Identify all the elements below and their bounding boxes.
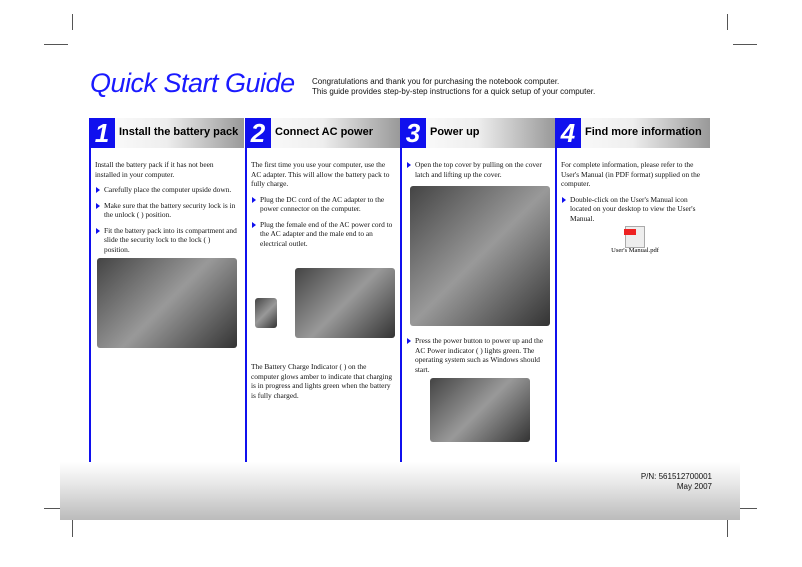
bullet: Plug the DC cord of the AC adapter to the power connector on the computer. (251, 195, 393, 214)
bullet: Plug the female end of the AC power cord to the AC adapter and the male end to an electrical outlet. (251, 220, 393, 249)
step-title: Install the battery pack (119, 126, 239, 138)
part-number (641, 472, 712, 492)
date-text: May 2007 (676, 482, 712, 491)
power-button-photo (430, 378, 530, 442)
step-number: 2 (245, 118, 271, 148)
charge-note: The Battery Charge Indicator ( ) on the computer glows amber to indicate that charging is in progress and lights green when the battery is fully charged. (251, 362, 393, 400)
step-4 (555, 118, 710, 462)
pdf-file-icon[interactable] (625, 226, 645, 248)
bullet: Press the power button to power up and the AC Power indicator ( ) lights green. The operating system such as Windows should start. (406, 336, 548, 374)
step-number: 3 (400, 118, 426, 148)
step-2 (245, 118, 400, 462)
bullet: Double-click on the User's Manual icon located on your desktop to view the User's Manual. (561, 195, 703, 224)
step-3 (400, 118, 555, 462)
pdf-icon-label[interactable]: User's Manual.pdf (611, 247, 659, 254)
step-number: 4 (555, 118, 581, 148)
bullet: Fit the battery pack into its compartment and slide the security lock to the lock ( ) position. (95, 226, 237, 255)
page-title: Quick Start Guide (90, 68, 295, 98)
adapter-brick-photo (255, 298, 277, 328)
step-1 (89, 118, 244, 462)
open-laptop-photo (410, 186, 550, 326)
intro-line: Congratulations and thank you for purchasing the notebook computer. (312, 77, 560, 86)
intro-line: This guide provides step-by-step instructions for a quick setup of your computer. (312, 87, 596, 96)
step-title: Power up (430, 126, 480, 138)
step-intro: For complete information, please refer to the User's Manual (in PDF format) supplied on the computer. (561, 160, 701, 188)
step-title: Connect AC power (275, 126, 373, 138)
bullet: Make sure that the battery security lock is in the unlock ( ) position. (95, 201, 237, 220)
bullet: Carefully place the computer upside down. (95, 185, 237, 195)
bullet: Open the top cover by pulling on the cover latch and lifting up the cover. (406, 160, 548, 179)
footer-band (60, 462, 740, 520)
step-intro: Install the battery pack if it has not been installed in your computer. (95, 160, 214, 179)
battery-photo (97, 258, 237, 348)
intro-text (312, 77, 595, 97)
ac-adapter-photo (295, 268, 395, 338)
part-number-text: P/N: 561512700001 (640, 472, 712, 481)
step-title: Find more information (585, 126, 702, 138)
step-intro: The first time you use your computer, use the AC adapter. This will allow the battery pack to fully charge. (251, 160, 390, 188)
step-number: 1 (89, 118, 115, 148)
